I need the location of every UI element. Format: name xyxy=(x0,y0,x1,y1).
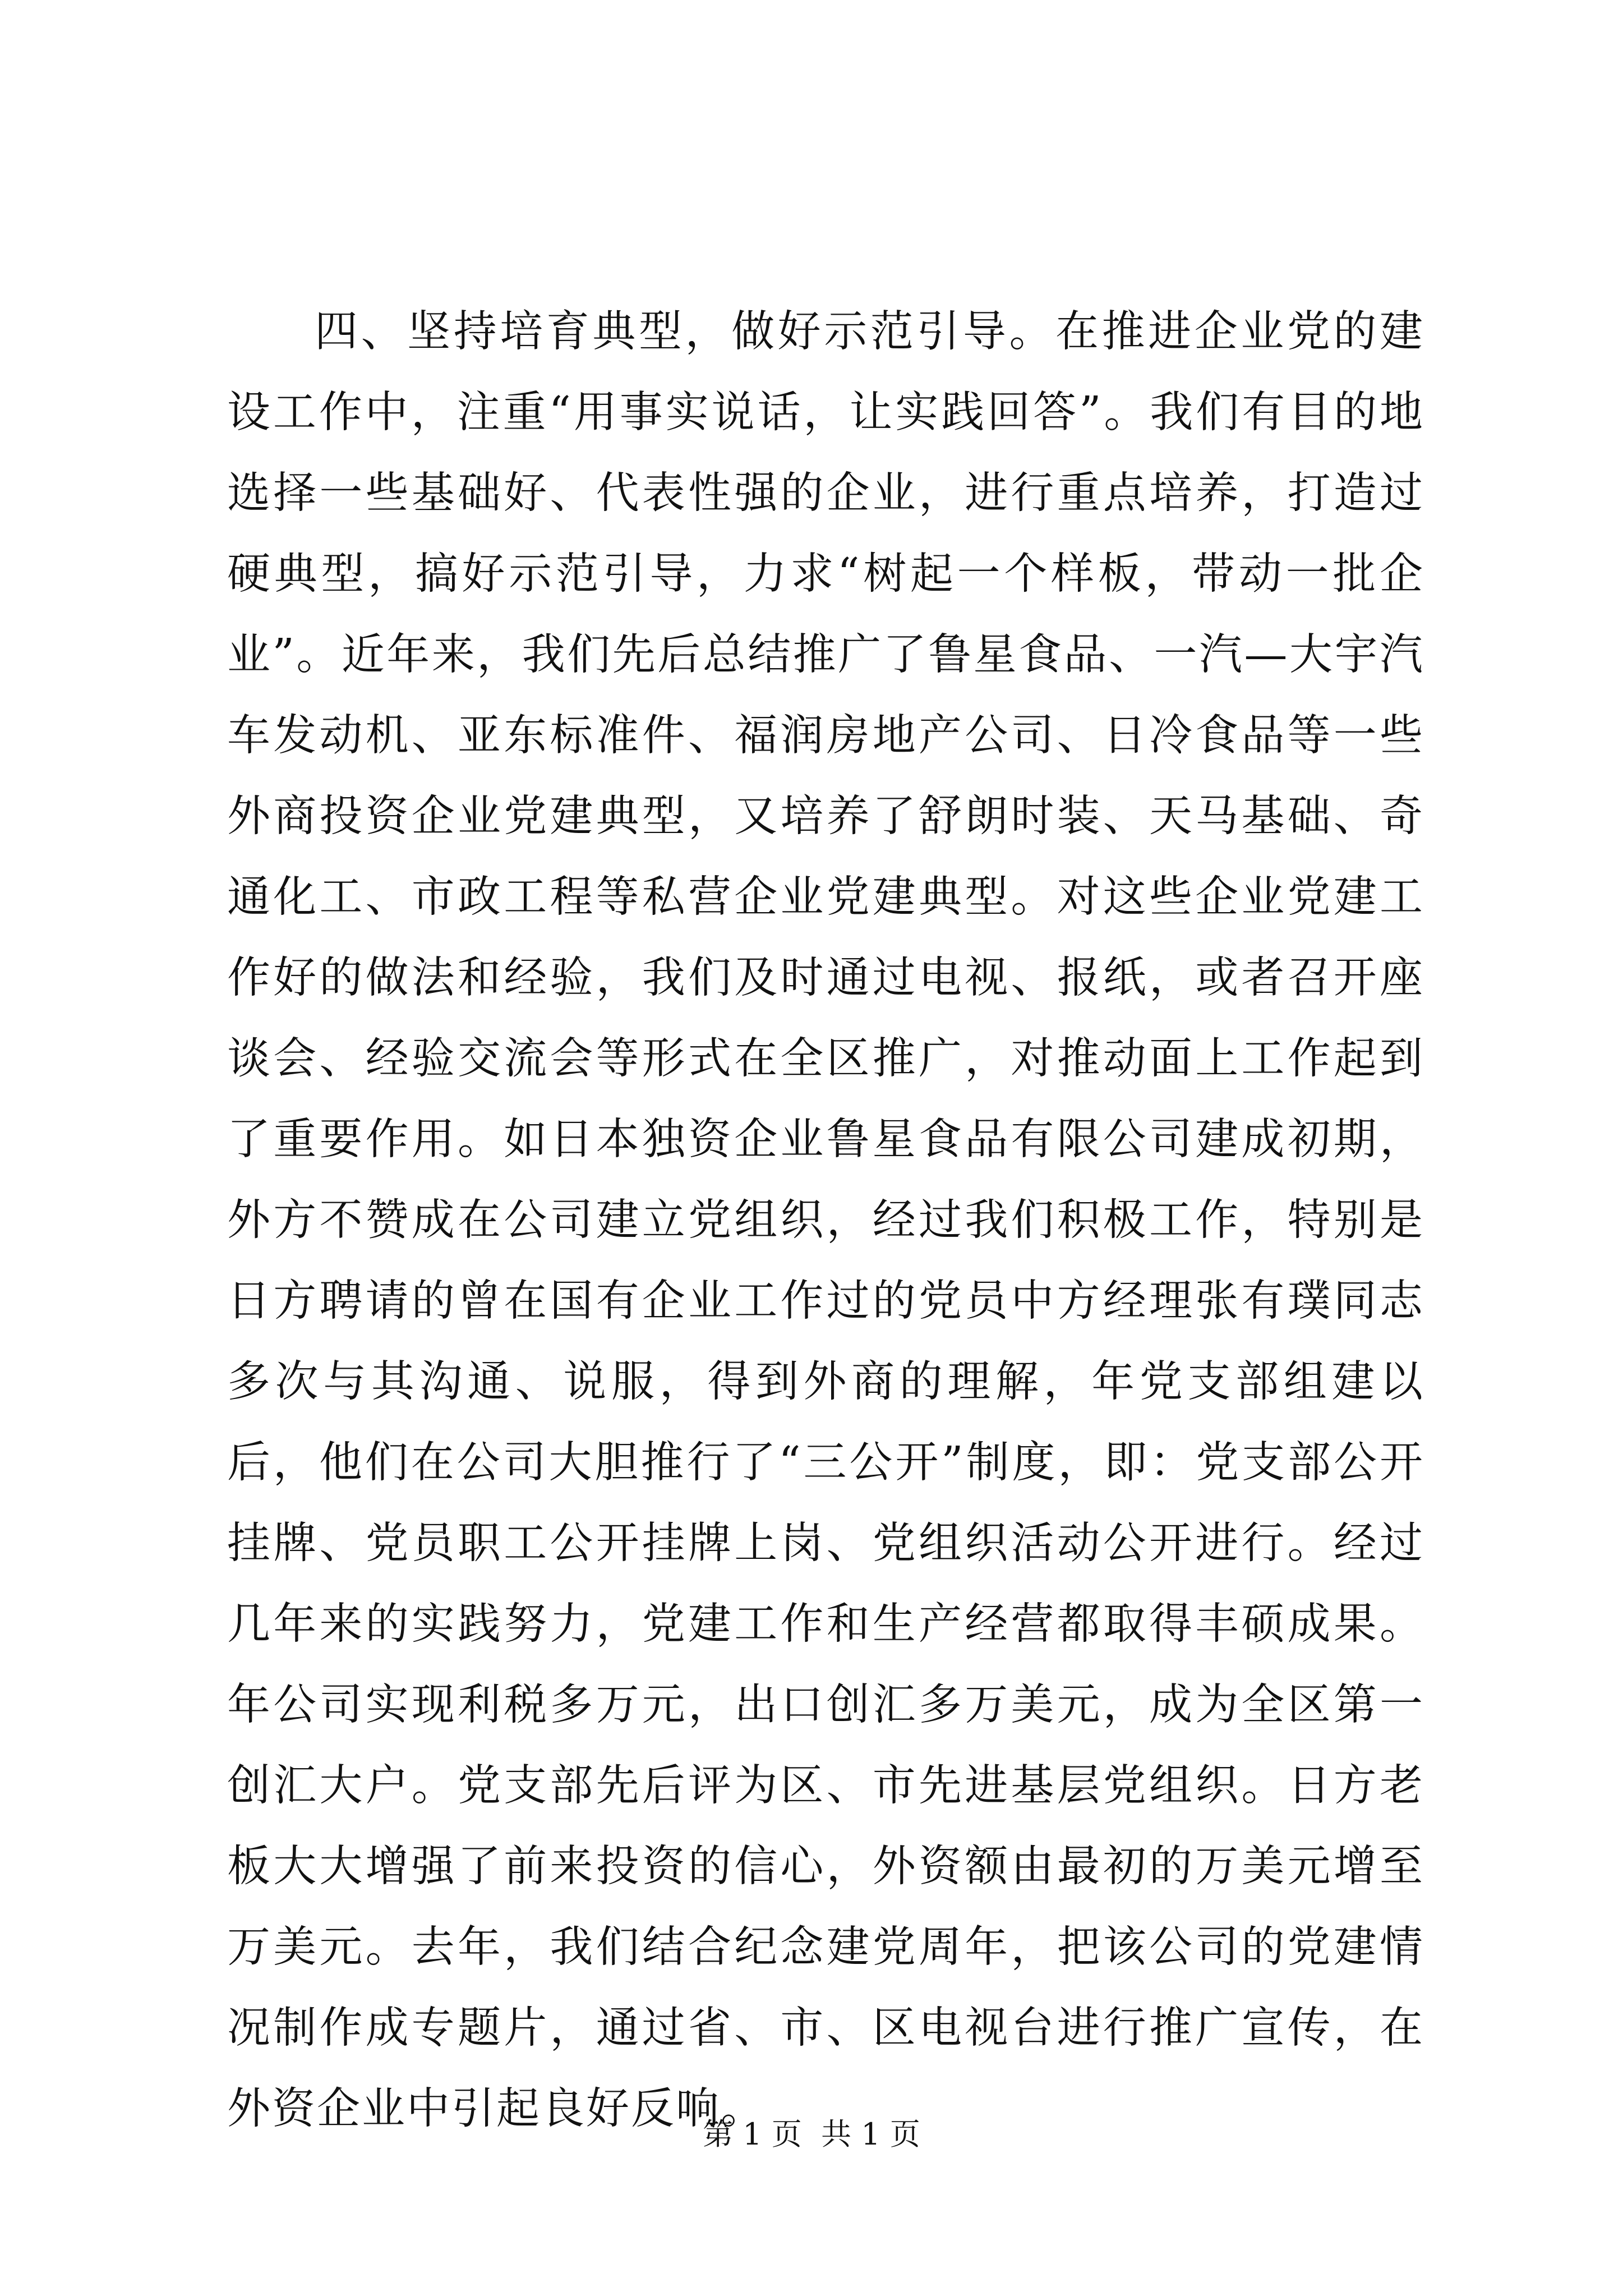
page-footer xyxy=(0,2115,1623,2154)
body-paragraph: 四、坚持培育典型，做好示范引导。在推进企业党的建设工作中，注重“用事实说话，让实践回答”。我们有目的地选择一些基础好、代表性强的企业，进行重点培养，打造过硬典型，搞好示范引导，力求“树起一个样板，带动一批企业”。近年来，我们先后总结推广了鲁星食品、一汽—大宇汽车发动机、亚东标准件、福润房地产公司、日冷食品等一些外商投资企业党建典型，又培养了舒朗时装、天马基础、奇通化工、市政工程等私营企业党建典型。对这些企业党建工作好的做法和经验，我们及时通过电视、报纸，或者召开座谈会、经验交流会等形式在全区推广，对推动面上工作起到了重要作用。如日本独资企业鲁星食品有限公司建成初期，外方不赞成在公司建立党组织，经过我们积极工作，特别是日方聘请的曾在国有企业工作过的党员中方经理张有璞同志多次与其沟通、说服，得到外商的理解，年党支部组建以后，他们在公司大胆推行了“三公开”制度，即：党支部公开挂牌、党员职工公开挂牌上岗、党组织活动公开进行。经过几年来的实践努力，党建工作和生产经营都取得丰硕成果。年公司实现利税多万元，出口创汇多万美元，成为全区第一创汇大户。党支部先后评为区、市先进基层党组织。日方老板大大增强了前来投资的信心，外资额由最初的万美元增至万美元。去年，我们结合纪念建党周年，把该公司的党建情况制作成专题片，通过省、市、区电视台进行推广宣传，在外资企业中引起良好反响。 xyxy=(227,307,1424,2134)
page-number-label: 第 1 页 共 1 页 xyxy=(703,2116,920,2152)
